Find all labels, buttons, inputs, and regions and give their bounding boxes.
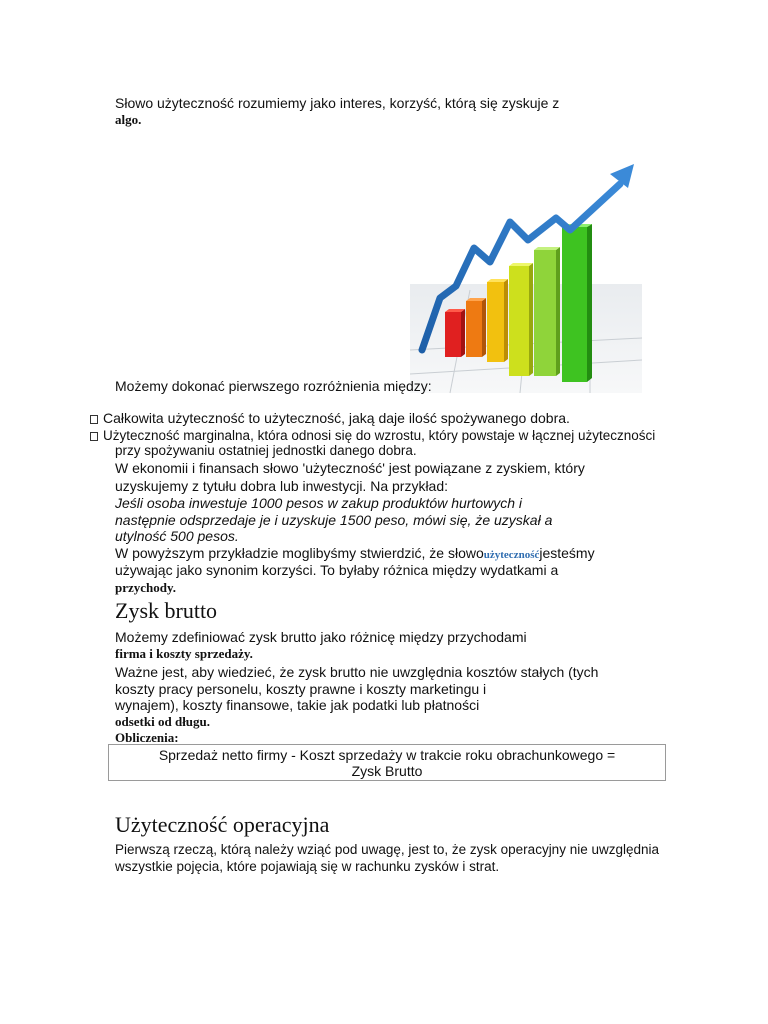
gross-p2a: Ważne jest, aby wiedzieć, że zysk brutto nie uwzględnia kosztów stałych (tych bbox=[115, 664, 599, 680]
econ-line-1: W ekonomii i finansach słowo 'użyteczność' jest powiązane z zyskiem, który bbox=[115, 460, 585, 476]
operating-p1: Pierwszą rzeczą, którą należy wziąć pod uwagę, jest to, że zysk operacyjny nie uwzględnia bbox=[115, 842, 660, 857]
example-line-2: następnie odsprzedaje je i uzyskuje 1500 peso, mówi się, że uzyskał a bbox=[115, 512, 553, 528]
formula-line-2: Zysk Brutto bbox=[351, 763, 423, 779]
inline-word-utility: użyteczność bbox=[483, 549, 540, 561]
gross-heading-wrap bbox=[115, 598, 217, 624]
bullet-marginal-cont: przy spożywaniu ostatniej jednostki danego dobra. bbox=[115, 443, 417, 458]
after-text-a: W powyższym przykładzie moglibyśmy stwierdzić, że słowo bbox=[115, 545, 484, 561]
distinction-intro: Możemy dokonać pierwszego rozróżnienia między: bbox=[115, 378, 432, 394]
example-line-3: utylność 500 pesos. bbox=[115, 528, 239, 544]
operating-heading-wrap bbox=[115, 812, 329, 838]
bullet-total-utility bbox=[90, 410, 570, 427]
heading-operating-utility: Użyteczność operacyjna bbox=[115, 812, 330, 837]
checkbox-bullet-icon bbox=[90, 415, 98, 424]
bullet-text: Użyteczność marginalna, która odnosi się do wzrostu, który powstaje w łącznej użyteczności bbox=[103, 428, 656, 443]
intro-line-1: Słowo użyteczność rozumiemy jako interes, korzyść, którą się zyskuje z bbox=[115, 95, 560, 111]
bullet-text: Całkowita użyteczność to użyteczność, jaką daje ilość spożywanego dobra. bbox=[103, 410, 570, 426]
gross-p2b: koszty pracy personelu, koszty prawne i koszty marketingu i bbox=[115, 681, 487, 697]
after-text-b: jesteśmy bbox=[539, 545, 595, 561]
gross-p2d: odsetki od długu. bbox=[115, 714, 211, 729]
formula-line-1: Sprzedaż netto firmy - Koszt sprzedaży w trakcie roku obrachunkowego = bbox=[158, 747, 616, 763]
gross-p1: Możemy zdefiniować zysk brutto jako różnicę między przychodami bbox=[115, 629, 527, 645]
after-line-2: używając jako synonim korzyści. To byłaby różnica między wydatkami a bbox=[115, 562, 559, 578]
formula-box bbox=[108, 744, 666, 781]
calc-label: Obliczenia: bbox=[115, 730, 179, 745]
heading-gross-profit: Zysk brutto bbox=[115, 598, 218, 623]
growth-bar-chart-with-arrow-icon bbox=[410, 160, 644, 394]
checkbox-bullet-icon bbox=[90, 432, 98, 441]
operating-p2: wszystkie pojęcia, które pojawiają się w rachunku zysków i strat. bbox=[115, 859, 500, 874]
example-line-1: Jeśli osoba inwestuje 1000 pesos w zakup produktów hurtowych i bbox=[115, 495, 523, 511]
gross-p1b: firma i koszty sprzedaży. bbox=[115, 646, 253, 661]
after-line-3: przychody. bbox=[115, 580, 177, 595]
intro-line-2: algo. bbox=[115, 112, 142, 127]
bullet-marginal-utility bbox=[90, 428, 655, 444]
econ-line-2: uzyskujemy z tytułu dobra lub inwestycji. Na przykład: bbox=[115, 478, 449, 494]
gross-p2c: wynajem), koszty finansowe, takie jak podatki lub płatności bbox=[115, 697, 480, 713]
